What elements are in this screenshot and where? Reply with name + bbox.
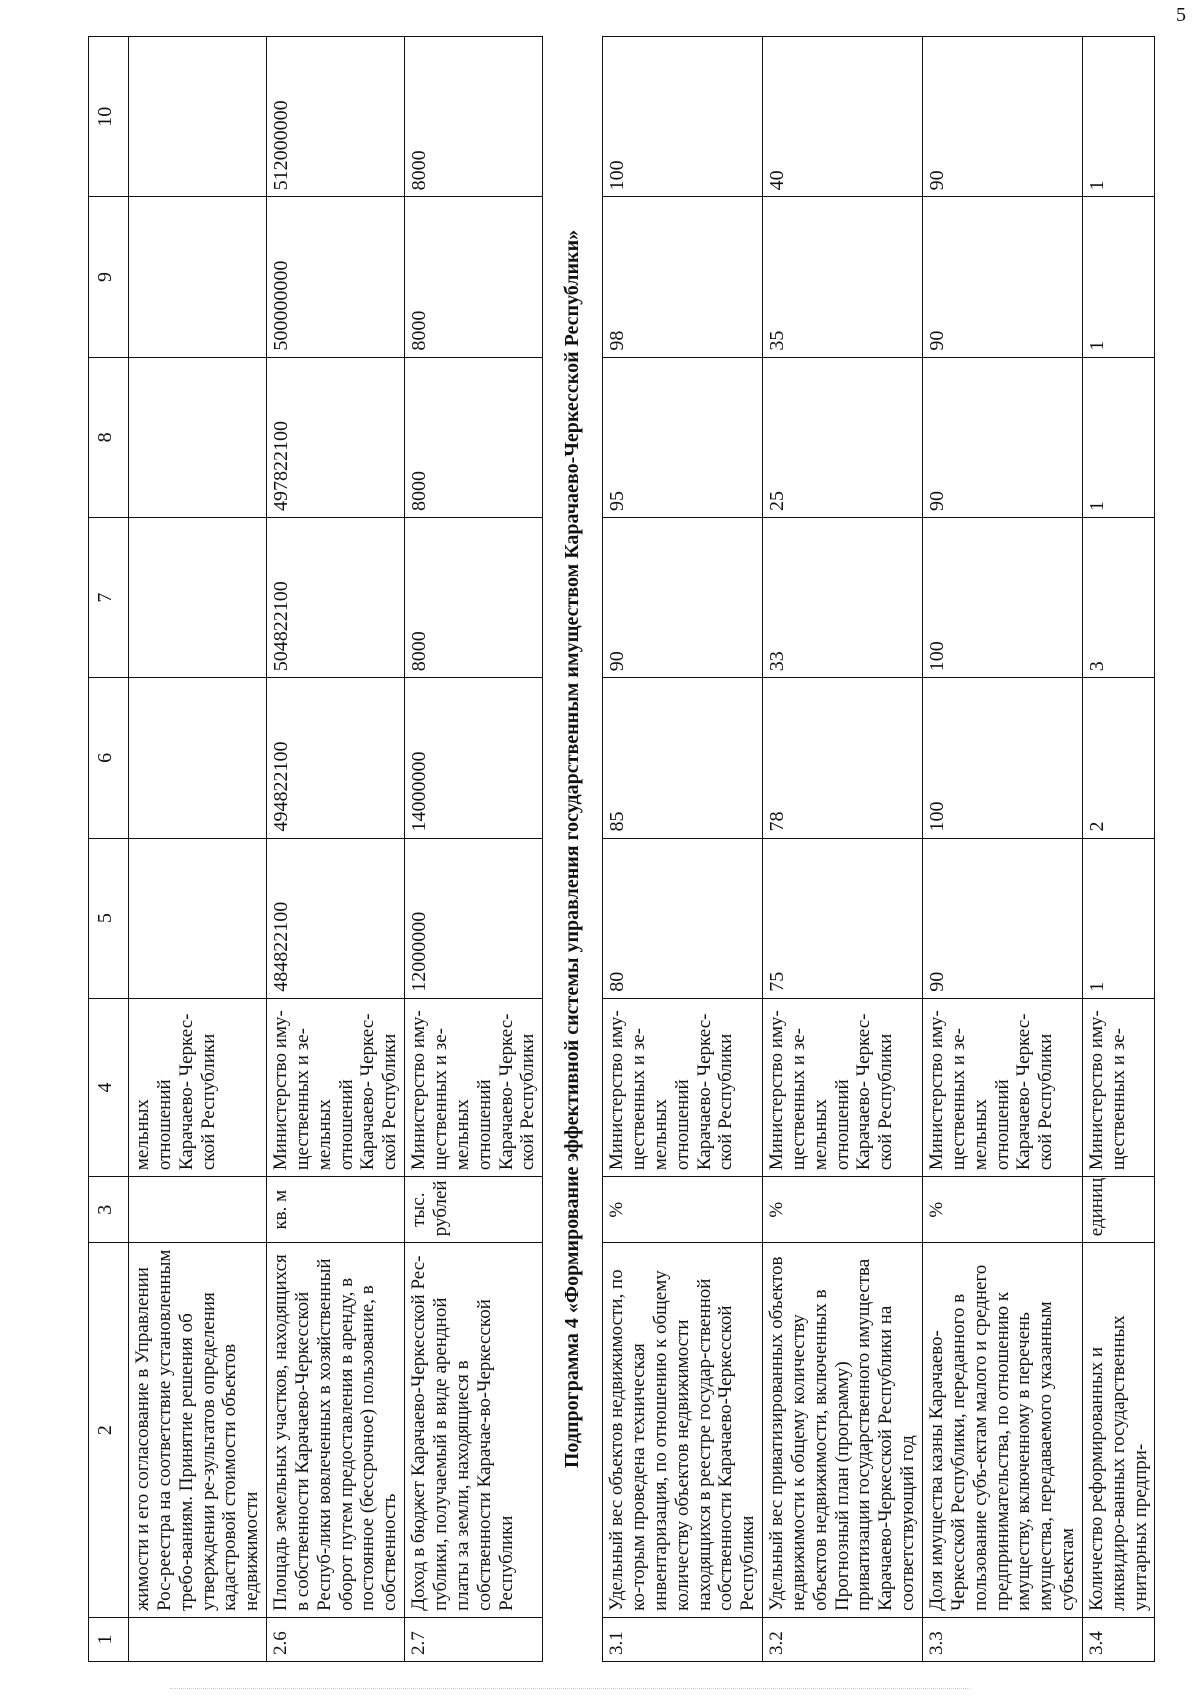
row-id: 3.4 — [1082, 1617, 1155, 1661]
row-org: Министерство иму-щественных и зе-мельных отношений Карачаево- Черкес-ской Республики — [923, 998, 1083, 1176]
row-v8: 90 — [923, 357, 1083, 517]
row-org: мельных отношений Карачаево- Черкес-ской Республики — [129, 998, 267, 1176]
row-v5: 12000000 — [405, 838, 543, 998]
row-unit: единиц — [1082, 1177, 1155, 1243]
col-header: 4 — [89, 998, 129, 1176]
row-name: Доход в бюджет Карачаево-Черкесской Рес-публики, получаемый в виде арендной платы за земли, находящиеся в собственности Карачае-во-Черкесской Республики — [405, 1243, 543, 1618]
subprogram-title: Подпрограмма 4 «Формирование эффективной системы управления государственным имуществом Карачаево-Черкесской Республики» — [543, 37, 603, 1662]
row-name: Удельный вес приватизированных объектов недвижимости к общему количеству объектов недвижимости, включенных в Прогнозный план (программу) приватизации государственного имущества Карачаево-Черкесской Республики на соответствующий год — [763, 1243, 923, 1618]
row-v8: 497822100 — [267, 357, 405, 517]
row-org: Министерство иму-щественных и зе- — [1082, 998, 1155, 1176]
row-v7: 33 — [763, 517, 923, 677]
row-v5 — [129, 838, 267, 998]
row-org: Министерство иму-щественных и зе-мельных отношений Карачаево- Черкес-ской Республики — [603, 998, 763, 1176]
row-v8: 1 — [1082, 357, 1155, 517]
row-v7 — [129, 517, 267, 677]
row-v6: 85 — [603, 678, 763, 838]
row-v5: 90 — [923, 838, 1083, 998]
col-header: 2 — [89, 1243, 129, 1618]
row-unit — [129, 1177, 267, 1243]
col-header: 10 — [89, 37, 129, 197]
row-v10: 512000000 — [267, 37, 405, 197]
col-header: 7 — [89, 517, 129, 677]
subprogram-row — [543, 37, 603, 1662]
row-v5: 1 — [1082, 838, 1155, 998]
row-id: 2.7 — [405, 1617, 543, 1661]
table-row — [603, 37, 763, 1662]
row-v8 — [129, 357, 267, 517]
page-number: 5 — [1176, 4, 1186, 26]
row-v10: 90 — [923, 37, 1083, 197]
row-v9: 1 — [1082, 197, 1155, 357]
row-v9: 35 — [763, 197, 923, 357]
row-v9: 8000 — [405, 197, 543, 357]
row-name: Количество реформированных и ликвидиро-ванных государственных унитарных предпри- — [1082, 1243, 1155, 1618]
row-unit: % — [923, 1177, 1083, 1243]
row-v7: 504822100 — [267, 517, 405, 677]
row-v6: 14000000 — [405, 678, 543, 838]
table-row — [267, 37, 405, 1662]
row-unit: кв. м — [267, 1177, 405, 1243]
row-v9 — [129, 197, 267, 357]
row-id: 3.3 — [923, 1617, 1083, 1661]
row-v6: 100 — [923, 678, 1083, 838]
row-v5: 484822100 — [267, 838, 405, 998]
row-v6 — [129, 678, 267, 838]
row-unit: % — [763, 1177, 923, 1243]
table-row — [1082, 37, 1155, 1662]
row-name: жимости и его согласование в Управлении Рос-реестра на соответствие установленным требо-ваниям. Принятие решения об утверждении ре-зультатов определения кадастровой стоимости объектов недвижимости — [129, 1243, 267, 1618]
col-header: 8 — [89, 357, 129, 517]
table-row — [923, 37, 1083, 1662]
col-header: 3 — [89, 1177, 129, 1243]
row-name: Площадь земельных участков, находящихся в собственности Карачаево-Черкесской Респуб-лики вовлеченных в хозяйственный оборот путем предоставления в аренду, в постоянное (бессрочное) пользование, в собственность — [267, 1243, 405, 1618]
col-header: 1 — [89, 1617, 129, 1661]
row-name: Доля имущества казны Карачаево- Черкесской Республики, переданного в пользование субъ-ектам малого и среднего предпринимательства, по отношению к имуществу, включенному в перечень имущества, передаваемого указанным субъектам — [923, 1243, 1083, 1618]
indicators-table — [88, 36, 1155, 1662]
row-v5: 75 — [763, 838, 923, 998]
row-v8: 95 — [603, 357, 763, 517]
scan-artifact — [170, 1688, 970, 1692]
row-v9: 98 — [603, 197, 763, 357]
row-org: Министерство иму-щественных и зе-мельных отношений Карачаево- Черкес-ской Республики — [267, 998, 405, 1176]
row-v10 — [129, 37, 267, 197]
row-v6: 494822100 — [267, 678, 405, 838]
row-v10: 40 — [763, 37, 923, 197]
row-v6: 2 — [1082, 678, 1155, 838]
row-v9: 90 — [923, 197, 1083, 357]
row-id — [129, 1617, 267, 1661]
row-v7: 100 — [923, 517, 1083, 677]
col-header: 5 — [89, 838, 129, 998]
row-name: Удельный вес объектов недвижимости, по ко-торым проведена техническая инвентаризация, по отношению к общему количеству объектов недвижимости находящихся в реестре государ-ственной собственности Карачаево-Черкесской Республики — [603, 1243, 763, 1618]
row-v7: 3 — [1082, 517, 1155, 677]
col-header: 6 — [89, 678, 129, 838]
table-row — [129, 37, 267, 1662]
row-v8: 25 — [763, 357, 923, 517]
row-v5: 80 — [603, 838, 763, 998]
row-v7: 8000 — [405, 517, 543, 677]
row-v7: 90 — [603, 517, 763, 677]
row-unit: % — [603, 1177, 763, 1243]
row-id: 2.6 — [267, 1617, 405, 1661]
row-v8: 8000 — [405, 357, 543, 517]
header-row — [89, 37, 129, 1662]
row-org: Министерство иму-щественных и зе-мельных отношений Карачаево- Черкес-ской Республики — [405, 998, 543, 1176]
row-v10: 1 — [1082, 37, 1155, 197]
row-id: 3.1 — [603, 1617, 763, 1661]
col-header: 9 — [89, 197, 129, 357]
row-org: Министерство иму-щественных и зе-мельных отношений Карачаево- Черкес-ской Республики — [763, 998, 923, 1176]
row-v6: 78 — [763, 678, 923, 838]
row-v10: 8000 — [405, 37, 543, 197]
row-id: 3.2 — [763, 1617, 923, 1661]
row-unit: тыс. рублей — [405, 1177, 543, 1243]
row-v9: 500000000 — [267, 197, 405, 357]
row-v10: 100 — [603, 37, 763, 197]
rotated-table-page — [88, 36, 1151, 1662]
table-row — [405, 37, 543, 1662]
table-row — [763, 37, 923, 1662]
